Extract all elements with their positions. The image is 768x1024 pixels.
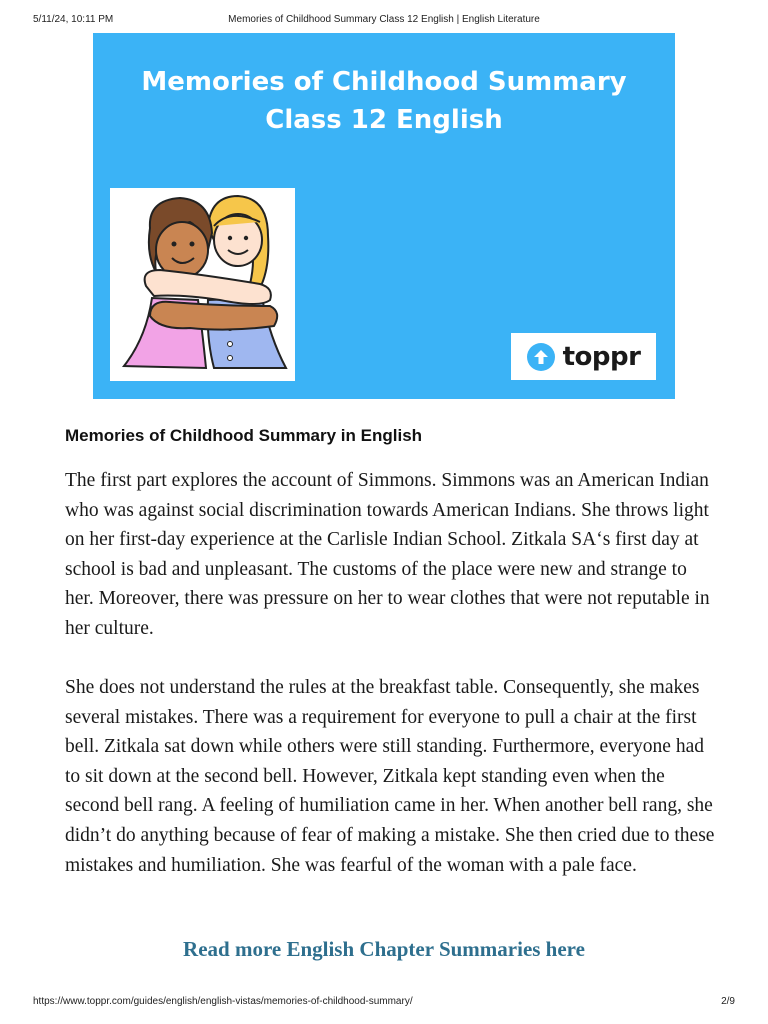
brand-name: toppr [562,341,641,372]
banner-title-line-1: Memories of Childhood Summary [141,67,627,97]
banner-title [93,63,675,139]
summary-paragraph-1: The first part explores the account of Simmons. Simmons was an American Indian who was against social discrimination towards American Indians. She throws light on her first-day experience at the Carlisle Indian School. Zitkala SA‘s first day at school is bad and unpleasant. The customs of the place were new and strange to her. Moreover, there was pressure on her to wear clothes that were not reputable in her culture. [65,470,710,639]
print-page-title: Memories of Childhood Summary Class 12 English | English Literature [228,14,540,25]
page-number: 2/9 [721,996,735,1007]
summary-paragraph-2: She does not understand the rules at the breakfast table. Consequently, she makes several mistakes. There was a requirement for everyone to pull a chair at the first bell. Zitkala sat down while others were still standing. Furthermore, everyone had to sit down at the second bell. However, Zitkala kept standing even when the second bell rang. A feeling of humiliation came in her. When another bell rang, she didn’t do anything because of fear of making a mistake. She then cried due to these mistakes and humiliation. She was fearful of the woman with a pale face. [65,677,715,876]
two-girls-hugging-illustration [110,188,295,381]
print-url: https://www.toppr.com/guides/english/english-vistas/memories-of-childhood-summary/ [33,996,413,1007]
print-datetime: 5/11/24, 10:11 PM [33,14,114,25]
print-header [33,14,735,28]
read-more-link[interactable]: Read more English Chapter Summaries here [183,937,585,961]
banner-title-line-2: Class 12 English [265,105,503,135]
upload-arrow-icon [527,343,555,371]
section-heading: Memories of Childhood Summary in English [65,426,423,445]
print-footer [33,996,735,1010]
toppr-logo [511,333,656,380]
article-banner-image [93,33,675,399]
